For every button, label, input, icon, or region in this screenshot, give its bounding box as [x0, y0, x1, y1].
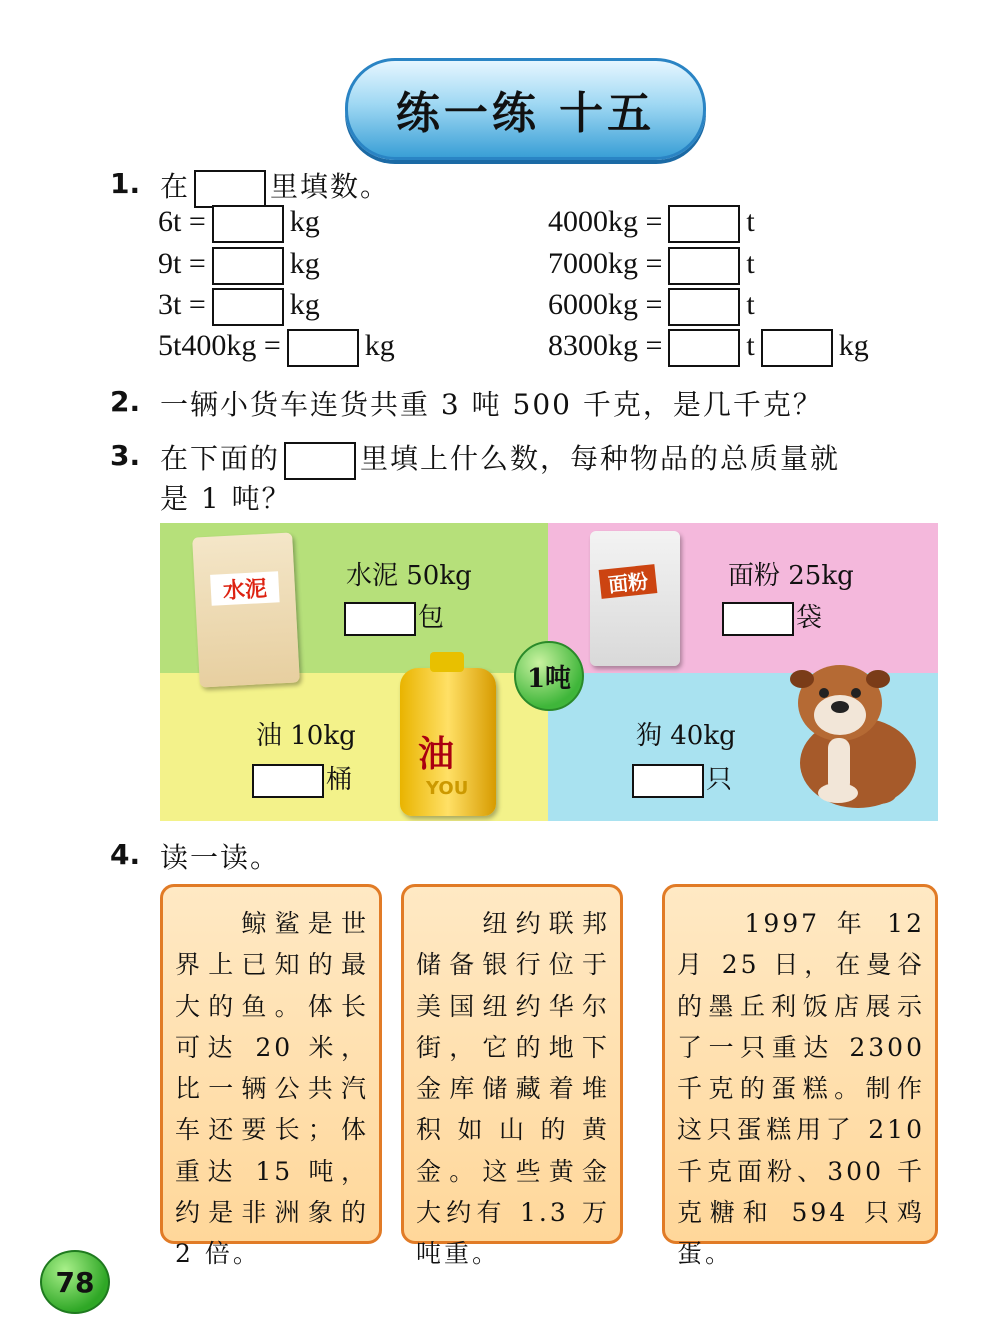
cement-answer: 包: [344, 597, 444, 636]
q1-left-row-2: 9t = kg: [158, 247, 320, 285]
answer-box[interactable]: [668, 329, 740, 367]
answer-box[interactable]: [212, 247, 284, 285]
answer-box[interactable]: [668, 205, 740, 243]
weight-picture-panel: [160, 523, 938, 821]
flour-answer: 袋: [722, 597, 822, 636]
answer-box[interactable]: [287, 329, 359, 367]
answer-box[interactable]: [212, 288, 284, 326]
cement-bag-image: 水泥: [192, 532, 300, 687]
q1-text-after: 里填数。: [270, 170, 391, 203]
dog-answer: 只: [632, 759, 732, 798]
oil-bottle-image: 油 YOU: [400, 668, 496, 816]
q3-prompt: 在下面的 里填上什么数，每种物品的总质量就: [160, 437, 840, 480]
q1-right-row-1: 4000kg = t: [548, 205, 755, 243]
q3-number: 3.: [110, 439, 141, 472]
q1-number: 1.: [110, 167, 141, 200]
q1-left-row-3: 3t = kg: [158, 288, 320, 326]
q4-number: 4.: [110, 838, 141, 871]
reading-box-gold: 纽约联邦储备银行位于美国纽约华尔街，它的地下金库储藏着堆积如山的黄金。这些黄金大约有 1.3 万吨重。: [401, 884, 623, 1244]
q2-text: 一辆小货车连货共重 3 吨 500 千克，是几千克？: [160, 388, 823, 421]
reading-box-cake: 1997 年 12 月 25 日，在曼谷的墨丘利饭店展示了一只重达 2300 千克的蛋糕。制作这只蛋糕用了 210 千克面粉、300 千克糖和 594 只鸡蛋。: [662, 884, 938, 1244]
dog-label: 狗 40kg: [636, 721, 736, 751]
q4-text: 读一读。: [160, 841, 281, 874]
oil-answer: 桶: [252, 759, 352, 798]
answer-box[interactable]: [344, 602, 416, 636]
q1-right-row-4: 8300kg = t kg: [548, 329, 869, 367]
answer-box[interactable]: [761, 329, 833, 367]
flour-bag-image: 面粉: [590, 531, 680, 666]
q3-prompt-line2: 是 1 吨？: [160, 482, 292, 515]
q1-text-before: 在: [160, 170, 191, 203]
answer-box[interactable]: [194, 170, 266, 208]
reading-box-whale-shark: 鲸鲨是世界上已知的最大的鱼。体长可达 20 米，比一辆公共汽车还要长；体重达 15 吨，约是非洲象的 2 倍。: [160, 884, 382, 1244]
answer-box[interactable]: [212, 205, 284, 243]
q1-prompt: [160, 165, 390, 208]
q2-number: 2.: [110, 385, 141, 418]
bulldog-image: [778, 643, 928, 813]
answer-box[interactable]: [722, 602, 794, 636]
page-number: 78: [40, 1250, 110, 1314]
exercise-title-banner: [345, 58, 706, 160]
q1-left-row-4: 5t400kg = kg: [158, 329, 395, 367]
answer-box[interactable]: [668, 288, 740, 326]
answer-box[interactable]: [252, 764, 324, 798]
flour-label: 面粉 25kg: [728, 561, 854, 591]
q1-left-row-1: 6t = kg: [158, 205, 320, 243]
one-ton-badge: 1吨: [514, 641, 584, 711]
answer-box[interactable]: [668, 247, 740, 285]
q1-right-row-2: 7000kg = t: [548, 247, 755, 285]
cement-label: 水泥 50kg: [346, 561, 472, 591]
answer-box[interactable]: [632, 764, 704, 798]
q1-right-row-3: 6000kg = t: [548, 288, 755, 326]
oil-label: 油 10kg: [256, 721, 356, 751]
exercise-title: 练一练 十五: [395, 88, 656, 139]
answer-box[interactable]: [284, 442, 356, 480]
